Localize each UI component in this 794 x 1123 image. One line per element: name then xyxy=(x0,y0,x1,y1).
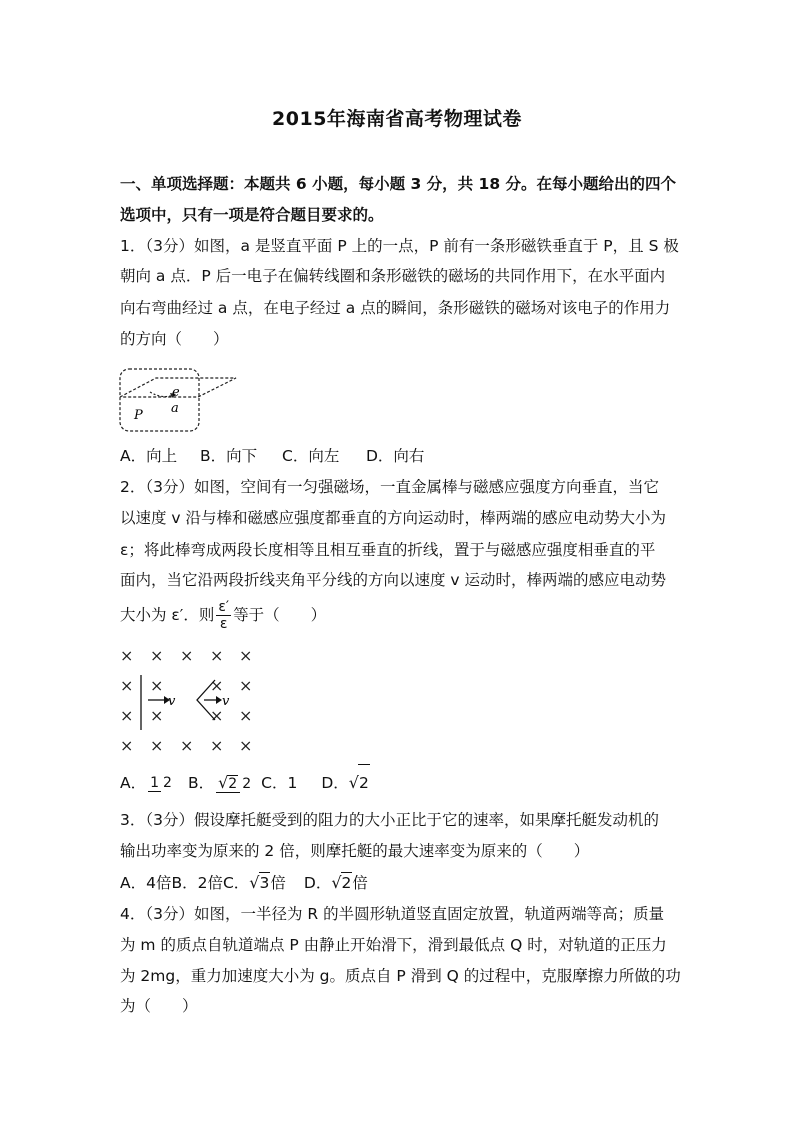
q2-options xyxy=(120,764,370,801)
cross-mark: × xyxy=(210,648,224,665)
cross-mark: × xyxy=(239,706,253,725)
q3-option-d-label: D． xyxy=(303,874,332,892)
q3-option-c-label: C． xyxy=(222,874,250,892)
q3-line-1: 3．（3分）假设摩托艇受到的阻力的大小正比于它的速率，如果摩托艇发动机的 xyxy=(120,811,659,829)
sqrt-radicand: 3 xyxy=(259,874,270,892)
label-p: P xyxy=(134,408,143,423)
q1-options xyxy=(120,446,424,466)
cross-mark: × xyxy=(150,706,164,725)
cross-mark: × xyxy=(210,676,224,695)
q2-line-5-prefix: 大小为 ε′．则 xyxy=(120,606,215,624)
sqrt-sign: √ xyxy=(331,873,342,892)
fraction-denominator: 2 xyxy=(163,775,172,791)
sqrt-radicand: 2 xyxy=(358,764,370,801)
q2-ratio-fraction xyxy=(216,599,231,632)
label-e: e xyxy=(172,385,180,400)
cross-mark: × xyxy=(239,736,253,755)
cross-mark: × xyxy=(180,736,194,755)
q2-option-b[interactable] xyxy=(188,765,255,801)
q2-option-a-label: A． xyxy=(120,774,147,792)
q2-option-d-label: D． xyxy=(321,774,349,792)
cross-mark: × xyxy=(239,676,253,695)
q4-line-2: 为 m 的质点自轨道端点 P 由静止开始滑下，滑到最低点 Q 时，对轨道的正压力 xyxy=(120,936,667,954)
sqrt-radicand: 2 xyxy=(341,874,352,892)
q4-line-4: 为（ ） xyxy=(120,997,198,1015)
cross-mark: × xyxy=(150,676,164,695)
q2-line-5-suffix: 等于（ ） xyxy=(233,606,327,624)
cross-mark: × xyxy=(120,676,134,695)
section-heading-line-2: 选项中，只有一项是符合题目要求的。 xyxy=(120,206,384,224)
sqrt-sign: √ xyxy=(218,772,229,792)
q3-options xyxy=(120,872,368,893)
fraction-numerator: 1 xyxy=(150,775,160,791)
sqrt-expression xyxy=(249,872,270,893)
page-title: 2015年海南省高考物理试卷 xyxy=(272,108,522,130)
q1-option-c[interactable]: C．向左 xyxy=(282,447,340,465)
sqrt-expression xyxy=(331,872,352,893)
q2-line-5 xyxy=(120,598,326,632)
cross-mark: × xyxy=(180,648,194,665)
q3-option-d[interactable] xyxy=(304,872,368,893)
q2-line-2: 以速度 v 沿与棒和磁感应强度都垂直的方向运动时，棒两端的感应电动势大小为 xyxy=(120,509,667,527)
cross-mark: × xyxy=(120,648,134,665)
q1-line-4: 的方向（ ） xyxy=(120,330,229,348)
cross-mark: × xyxy=(150,736,164,755)
q2-figure xyxy=(118,648,268,760)
q3-option-d-suffix: 倍 xyxy=(352,874,368,892)
section-heading-line-1: 一、单项选择题：本题共 6 小题，每小题 3 分，共 18 分。在每小题给出的四个 xyxy=(120,175,677,193)
cross-mark: × xyxy=(120,706,134,725)
q3-option-c-suffix: 倍 xyxy=(270,874,286,892)
label-a: a xyxy=(171,401,179,416)
cross-mark: × xyxy=(239,648,253,665)
q1-line-2: 朝向 a 点．P 后一电子在偏转线圈和条形磁铁的磁场的共同作用下，在水平面内 xyxy=(120,267,666,285)
velocity-label-1: v xyxy=(168,694,176,709)
q1-option-d[interactable]: D．向右 xyxy=(366,447,425,465)
fraction-denominator: 2 xyxy=(242,775,252,792)
q3-option-a[interactable]: A．4倍 xyxy=(120,874,172,892)
q2-option-b-label: B． xyxy=(187,774,215,792)
sqrt-radicand: 2 xyxy=(228,775,238,792)
q2-fraction-numerator: ε′ xyxy=(218,599,230,615)
q4-line-3: 为 2mg，重力加速度大小为 g。质点自 P 滑到 Q 的过程中，克服摩擦力所做的功 xyxy=(120,967,681,985)
q3-option-b[interactable]: B．2倍 xyxy=(171,874,223,892)
q1-option-b[interactable]: B．向下 xyxy=(200,447,258,465)
q2-fraction-denominator: ε xyxy=(219,616,228,632)
q2-option-a[interactable] xyxy=(120,765,176,801)
q2-line-1: 2．（3分）如图，空间有一匀强磁场，一直金属棒与磁感应强度方向垂直，当它 xyxy=(120,478,659,496)
q2-option-b-fraction xyxy=(216,772,253,793)
q1-figure xyxy=(118,364,240,434)
sqrt-expression xyxy=(349,764,370,801)
cross-mark: × xyxy=(120,736,134,755)
sqrt-sign: √ xyxy=(348,773,359,792)
q2-line-4: 面内，当它沿两段折线夹角平分线的方向以速度 v 运动时，棒两端的感应电动势 xyxy=(120,571,667,589)
q4-line-1: 4．（3分）如图，一半径为 R 的半圆形轨道竖直固定放置，轨道两端等高；质量 xyxy=(120,905,665,923)
q1-option-a[interactable]: A．向上 xyxy=(120,447,178,465)
q3-line-2: 输出功率变为原来的 2 倍，则摩托艇的最大速率变为原来的（ ） xyxy=(120,842,590,860)
q2-line-3: ε；将此棒弯成两段长度相等且相互垂直的折线，置于与磁感应强度相垂直的平 xyxy=(120,541,656,559)
q2-option-a-fraction xyxy=(148,775,174,792)
velocity-label-2: v xyxy=(222,694,230,709)
sqrt-expression xyxy=(218,772,238,792)
sqrt-sign: √ xyxy=(249,873,260,892)
q1-line-1: 1．（3分）如图，a 是竖直平面 P 上的一点，P 前有一条形磁铁垂直于 P，且 S 极 xyxy=(120,237,679,255)
cross-mark: × xyxy=(210,736,224,755)
q3-option-c[interactable] xyxy=(223,872,286,893)
q2-option-d[interactable] xyxy=(321,764,370,801)
cross-mark: × xyxy=(210,706,224,725)
fraction-numerator xyxy=(216,772,240,793)
q1-line-3: 向右弯曲经过 a 点，在电子经过 a 点的瞬间，条形磁铁的磁场对该电子的作用力 xyxy=(120,299,671,317)
q2-option-c[interactable]: C．1 xyxy=(261,774,298,792)
cross-mark: × xyxy=(150,648,164,665)
